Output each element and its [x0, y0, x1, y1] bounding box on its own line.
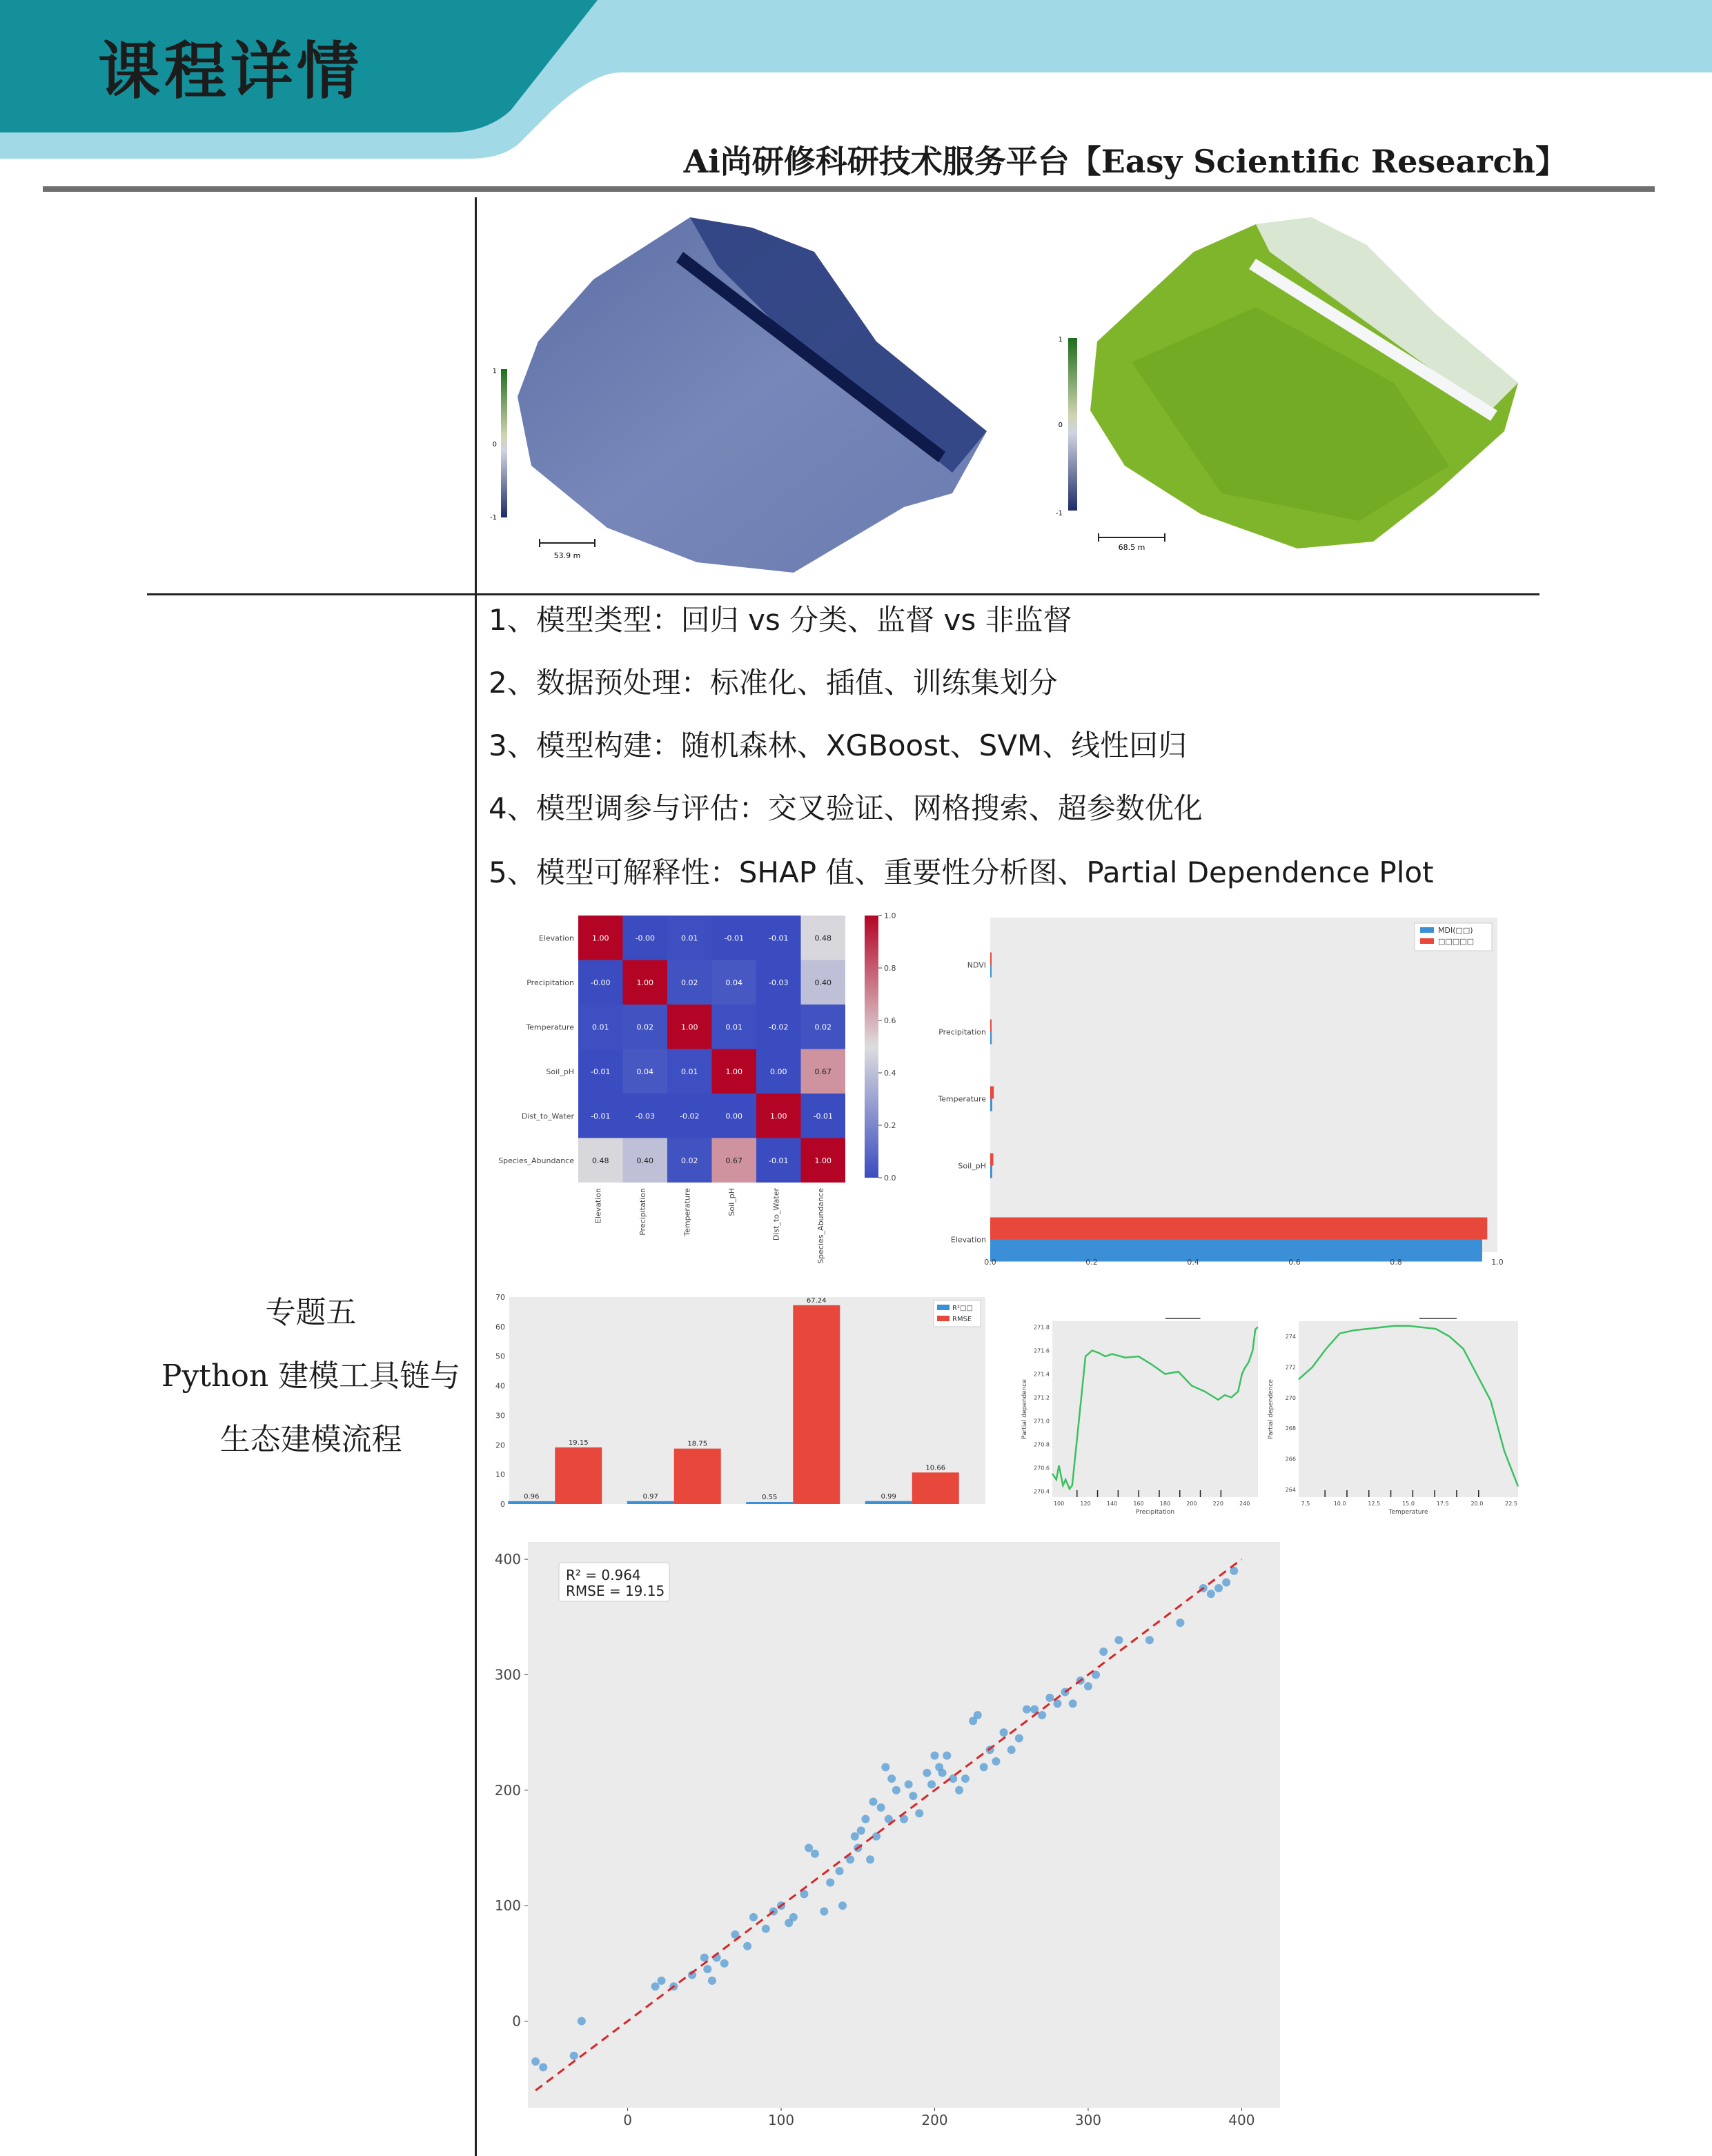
importance-legend-swatch-blue [1420, 927, 1434, 933]
importance-bar-red [990, 1154, 993, 1166]
map-right-cb-tick-2: 0 [1058, 422, 1063, 429]
metrics-bar-r2-label: 0.96 [524, 1492, 540, 1501]
scatter-point [992, 1757, 1000, 1766]
pd-y-label: Partial dependence [1268, 1379, 1275, 1439]
heatmap-cell-label: 0.67 [814, 1067, 832, 1076]
pd-plot-area [1052, 1321, 1258, 1497]
pd-x-tick: 10.0 [1333, 1501, 1346, 1507]
heatmap-cell-label: 0.01 [681, 933, 698, 943]
importance-bar-red [990, 1087, 994, 1099]
scatter-point [720, 1959, 729, 1968]
pd-y-tick: 271.8 [1034, 1324, 1050, 1331]
scatter-annotation-r2: R² = 0.964 [566, 1567, 641, 1583]
heatmap-cell-label: 0.00 [725, 1111, 742, 1121]
heatmap-colorbar-tick: 0.0 [884, 1174, 896, 1183]
pd-x-label: Precipitation [1135, 1509, 1175, 1516]
metrics-y-tick: 70 [495, 1294, 505, 1302]
partial-dependence-temperature [1266, 1311, 1522, 1518]
scatter-point [826, 1879, 834, 1887]
scatter-point [915, 1809, 923, 1817]
map-figure-left [490, 204, 1001, 580]
pd-plot-area [1299, 1321, 1518, 1497]
pd-x-tick: 140 [1106, 1501, 1118, 1507]
metrics-bar-rmse [555, 1447, 602, 1504]
scatter-point [881, 1763, 889, 1771]
scatter-point [1069, 1699, 1077, 1708]
scatter-point [1207, 1590, 1215, 1598]
importance-bar-blue [990, 965, 992, 978]
metrics-y-tick: 30 [495, 1411, 505, 1421]
scatter-y-tick: 100 [494, 1897, 521, 1915]
metrics-bar-rmse-label: 19.15 [568, 1438, 589, 1447]
heatmap-col-label: Species_Abundance [816, 1188, 825, 1264]
prediction-scatter-chart [483, 1535, 1283, 2142]
scatter-point [578, 2017, 586, 2025]
scatter-point [1214, 1584, 1223, 1592]
heatmap-cell-label: -0.00 [635, 933, 655, 943]
heatmap-cell-label: -0.01 [591, 1111, 611, 1121]
scatter-point [872, 1832, 880, 1841]
metrics-y-tick: 10 [495, 1470, 505, 1480]
metrics-legend-swatch-blue [937, 1305, 950, 1310]
metrics-bar-rmse-label: 18.75 [687, 1440, 708, 1448]
importance-category-label: NDVI [967, 960, 986, 970]
pd-y-tick: 271.6 [1034, 1347, 1050, 1354]
metrics-y-tick: 50 [495, 1352, 505, 1361]
metrics-legend-label-1: R²□□ [952, 1305, 973, 1312]
metrics-bar-r2 [865, 1501, 912, 1504]
scatter-point [857, 1826, 865, 1834]
scatter-point [811, 1850, 819, 1858]
scatter-point [651, 1982, 660, 1990]
heatmap-cell-label: -0.03 [635, 1111, 655, 1121]
pd-y-tick: 266 [1285, 1456, 1296, 1463]
heatmap-row-label: Species_Abundance [498, 1156, 574, 1165]
model-metrics-chart [483, 1294, 987, 1518]
scatter-x-tick: 400 [1228, 2112, 1255, 2128]
metrics-y-tick: 40 [495, 1381, 505, 1391]
metrics-bar-rmse [674, 1449, 721, 1504]
bullet-item-4: 4、模型调参与评估：交叉验证、网格搜索、超参数优化 [489, 791, 1203, 825]
bullet-item-1: 1、模型类型：回归 vs 分类、监督 vs 非监督 [489, 603, 1072, 637]
scatter-point [961, 1774, 970, 1783]
scatter-point [905, 1780, 913, 1788]
scatter-x-tick: 300 [1074, 2112, 1102, 2128]
scatter-point [980, 1763, 988, 1771]
scatter-point [909, 1792, 917, 1800]
heatmap-cell-label: 0.48 [592, 1156, 609, 1165]
heatmap-cell-label: -0.01 [769, 933, 789, 943]
pd-x-tick: 120 [1080, 1501, 1091, 1507]
heatmap-colorbar-tick: 0.2 [884, 1121, 896, 1130]
pd-x-tick: 100 [1053, 1501, 1065, 1507]
page-title: 课程详情 [98, 35, 363, 108]
pd-x-tick: 22.5 [1505, 1501, 1517, 1507]
pd-y-tick: 270.4 [1034, 1488, 1050, 1495]
scatter-point [1038, 1711, 1046, 1719]
pd-x-tick: 12.5 [1368, 1501, 1381, 1507]
heatmap-col-label: Soil_pH [727, 1188, 736, 1216]
metrics-bar-rmse [912, 1472, 959, 1504]
heatmap-cell-label: 0.40 [814, 978, 832, 987]
importance-bar-blue [990, 1032, 992, 1045]
scatter-point [836, 1867, 844, 1875]
heatmap-colorbar-tick: 0.8 [884, 964, 896, 973]
heatmap-cell-label: 0.02 [636, 1022, 653, 1032]
heatmap-cell-label: 1.00 [725, 1067, 742, 1076]
scatter-point [703, 1965, 711, 1973]
scatter-point [658, 1977, 666, 1985]
scatter-point [955, 1786, 963, 1794]
heatmap-cell-label: 0.01 [681, 1067, 698, 1076]
importance-x-tick: 0.0 [984, 1258, 996, 1267]
heatmap-cell-label: -0.01 [724, 933, 744, 943]
heatmap-col-label: Precipitation [638, 1188, 647, 1236]
heatmap-cell-label: 0.02 [814, 1022, 832, 1032]
header-rule [43, 186, 1655, 192]
pd-x-tick: 17.5 [1436, 1501, 1449, 1507]
topic-title-line1: Python 建模工具链与 [161, 1358, 461, 1394]
scatter-x-tick: 100 [767, 2112, 795, 2128]
metrics-bar-r2 [746, 1502, 793, 1504]
scatter-point [887, 1774, 896, 1783]
heatmap-cell-label: 0.67 [725, 1156, 742, 1165]
map-right-cb-tick-3: -1 [1056, 510, 1063, 517]
scatter-point [820, 1908, 828, 1916]
scatter-point [1007, 1745, 1016, 1754]
metrics-y-tick: 0 [500, 1500, 505, 1509]
pd-x-tick: 220 [1212, 1501, 1223, 1507]
scatter-point [762, 1925, 770, 1933]
importance-x-tick: 1.0 [1491, 1258, 1504, 1267]
platform-name: Ai尚研修科研技术服务平台【Easy Scientific Research】 [683, 143, 1567, 180]
bullet-item-3: 3、模型构建：随机森林、XGBoost、SVM、线性回归 [489, 729, 1188, 762]
table-row-divider [147, 593, 1539, 595]
heatmap-cell-label: 0.00 [770, 1067, 787, 1076]
metrics-bar-rmse [793, 1305, 840, 1504]
heatmap-row-label: Precipitation [527, 978, 574, 987]
heatmap-cell-label: -0.02 [769, 1022, 789, 1032]
scatter-point [927, 1780, 936, 1788]
scatter-point [877, 1803, 885, 1812]
metrics-bar-r2-label: 0.99 [880, 1492, 896, 1501]
scatter-point [938, 1769, 947, 1777]
heatmap-cell-label: 0.40 [636, 1156, 653, 1165]
pd-x-tick: 180 [1159, 1501, 1171, 1507]
heatmap-cell-label: 0.04 [725, 978, 742, 987]
map-left-colorbar [501, 369, 507, 517]
heatmap-cell-label: 0.01 [725, 1022, 742, 1032]
heatmap-cell-label: -0.03 [769, 978, 789, 987]
importance-bar-red [990, 1020, 992, 1032]
metrics-bar-r2-label: 0.97 [642, 1492, 658, 1501]
scatter-point [743, 1942, 751, 1950]
scatter-x-tick: 0 [623, 2112, 632, 2128]
importance-legend-label-1: MDI(□□) [1438, 926, 1473, 935]
importance-bar-red [990, 1218, 1487, 1240]
heatmap-cell-label: -0.00 [591, 978, 611, 987]
metrics-y-tick: 60 [495, 1322, 505, 1332]
scatter-point [1222, 1579, 1230, 1587]
scatter-point [1114, 1636, 1123, 1644]
heatmap-row-label: Elevation [538, 933, 574, 943]
importance-category-label: Precipitation [938, 1027, 986, 1037]
scatter-point [943, 1752, 951, 1760]
heatmap-cell-label: 1.00 [814, 1156, 832, 1165]
scatter-point [866, 1855, 874, 1863]
heatmap-colorbar-tick: 0.4 [884, 1069, 896, 1078]
importance-bar-red [990, 953, 992, 965]
metrics-bar-r2 [627, 1501, 674, 1504]
importance-x-tick: 0.4 [1187, 1258, 1199, 1267]
scatter-point [869, 1798, 878, 1806]
scatter-point [1045, 1694, 1054, 1702]
importance-x-tick: 0.8 [1390, 1258, 1402, 1267]
heatmap-cell-label: 0.48 [814, 933, 832, 943]
correlation-heatmap [489, 907, 916, 1283]
pd-y-tick: 270.6 [1034, 1465, 1050, 1472]
scatter-point [923, 1769, 931, 1777]
heatmap-cell-label: 0.02 [681, 978, 698, 987]
scatter-point [539, 2063, 547, 2071]
pd-x-tick: 15.0 [1402, 1501, 1415, 1507]
metrics-legend-swatch-red [937, 1316, 950, 1321]
topic-number: 专题五 [265, 1295, 357, 1330]
scatter-point [789, 1913, 798, 1921]
scatter-point [1023, 1705, 1031, 1714]
map-left-scale-label: 53.9 m [553, 551, 581, 560]
scatter-point [1099, 1648, 1108, 1656]
scatter-y-tick: 200 [494, 1781, 521, 1799]
heatmap-cell-label: -0.01 [813, 1111, 833, 1121]
scatter-annotation-rmse: RMSE = 19.15 [566, 1583, 665, 1599]
scatter-point [700, 1953, 709, 1961]
scatter-point [974, 1711, 982, 1719]
scatter-point [1000, 1728, 1008, 1737]
metrics-y-tick: 20 [495, 1441, 505, 1450]
heatmap-row-label: Soil_pH [546, 1067, 574, 1076]
pd-y-tick: 270 [1285, 1394, 1296, 1401]
heatmap-row-label: Dist_to_Water [521, 1111, 574, 1121]
bullet-item-2: 2、数据预处理：标准化、插值、训练集划分 [489, 666, 1058, 700]
importance-category-label: Temperature [938, 1094, 986, 1104]
pd-x-tick: 160 [1133, 1501, 1144, 1507]
scatter-y-tick: 400 [494, 1551, 521, 1568]
scatter-plot-area [528, 1542, 1280, 2108]
heatmap-colorbar [865, 916, 878, 1178]
scatter-x-tick: 200 [921, 2112, 948, 2128]
scatter-point [708, 1977, 716, 1985]
scatter-point [749, 1913, 758, 1921]
map-right-colorbar [1068, 338, 1077, 511]
scatter-point [851, 1832, 859, 1841]
map-right-cb-tick-1: 1 [1058, 336, 1063, 344]
map-figure-right [1049, 204, 1525, 576]
importance-bar-blue [990, 1166, 992, 1178]
pd-y-label: Partial dependence [1021, 1379, 1028, 1439]
scatter-point [861, 1815, 869, 1823]
importance-legend-label-2: □□□□□ [1438, 937, 1474, 946]
pd-y-tick: 268 [1285, 1425, 1296, 1432]
pd-y-tick: 271.0 [1034, 1418, 1050, 1425]
bullet-item-5: 5、模型可解释性：SHAP 值、重要性分析图、Partial Dependence Plot [489, 856, 1434, 889]
pd-y-tick: 271.4 [1034, 1371, 1050, 1378]
importance-bar-blue [990, 1240, 1482, 1262]
pd-y-tick: 272 [1285, 1364, 1296, 1371]
heatmap-cell-label: 0.02 [681, 1156, 698, 1165]
heatmap-cell-label: 1.00 [592, 933, 609, 943]
importance-legend-swatch-red [1420, 938, 1434, 944]
scatter-point [930, 1752, 938, 1760]
pd-x-tick: 240 [1239, 1501, 1250, 1507]
scatter-point [805, 1843, 813, 1852]
scatter-point [1176, 1619, 1184, 1627]
scatter-point [1145, 1636, 1154, 1644]
heatmap-cell-label: 1.00 [681, 1022, 698, 1032]
heatmap-cell-label: 0.04 [636, 1067, 653, 1076]
pd-x-tick: 20.0 [1470, 1501, 1484, 1507]
importance-plot-area [990, 918, 1497, 1252]
heatmap-colorbar-tick: 1.0 [884, 911, 896, 920]
importance-x-tick: 0.6 [1288, 1258, 1301, 1267]
pd-y-tick: 270.8 [1034, 1441, 1050, 1448]
heatmap-col-label: Temperature [682, 1188, 692, 1236]
metrics-bar-rmse-label: 10.66 [925, 1464, 946, 1472]
importance-bar-blue [990, 1099, 992, 1111]
scatter-point [570, 2052, 578, 2060]
scatter-point [1015, 1734, 1023, 1742]
importance-category-label: Soil_pH [958, 1161, 986, 1171]
map-left-cb-tick-1: 1 [492, 368, 497, 375]
topic-title-line2: 生态建模流程 [219, 1422, 402, 1457]
table-column-divider [475, 197, 477, 2156]
map-left-cb-tick-2: 0 [492, 441, 497, 448]
pd-y-tick: 271.2 [1034, 1394, 1050, 1401]
heatmap-col-label: Dist_to_Water [771, 1188, 781, 1241]
scatter-point [892, 1786, 901, 1794]
importance-category-label: Elevation [950, 1235, 986, 1245]
scatter-y-tick: 300 [494, 1666, 521, 1683]
metrics-bar-r2-label: 0.55 [762, 1494, 778, 1501]
pd-x-tick: 7.5 [1301, 1501, 1310, 1507]
scatter-point [838, 1901, 847, 1910]
metrics-bar-r2 [508, 1501, 555, 1504]
metrics-legend-label-2: RMSE [952, 1316, 972, 1323]
heatmap-row-label: Temperature [526, 1022, 574, 1032]
importance-x-tick: 0.2 [1085, 1258, 1098, 1267]
partial-dependence-precipitation [1007, 1311, 1266, 1518]
heatmap-colorbar-tick: 0.6 [884, 1016, 896, 1025]
map-right-scale-label: 68.5 m [1118, 543, 1145, 552]
pd-y-tick: 264 [1285, 1486, 1296, 1493]
scatter-point [1084, 1682, 1092, 1690]
scatter-point [531, 2057, 540, 2066]
metrics-bar-rmse-label: 67.24 [806, 1296, 827, 1305]
heatmap-cell-label: -0.01 [769, 1156, 789, 1165]
pd-x-label: Temperature [1388, 1509, 1428, 1516]
scatter-y-tick: 0 [512, 2012, 521, 2030]
heatmap-cell-label: -0.01 [591, 1067, 611, 1076]
pd-x-tick: 200 [1186, 1501, 1197, 1507]
pd-y-tick: 274 [1285, 1334, 1296, 1341]
heatmap-cell-label: 1.00 [770, 1111, 787, 1121]
feature-importance-chart [918, 918, 1525, 1269]
map-left-cb-tick-3: -1 [490, 514, 497, 522]
heatmap-cell-label: -0.02 [680, 1111, 700, 1121]
heatmap-cell-label: 0.01 [592, 1022, 609, 1032]
heatmap-cell-label: 1.00 [636, 978, 653, 987]
heatmap-col-label: Elevation [593, 1188, 603, 1224]
